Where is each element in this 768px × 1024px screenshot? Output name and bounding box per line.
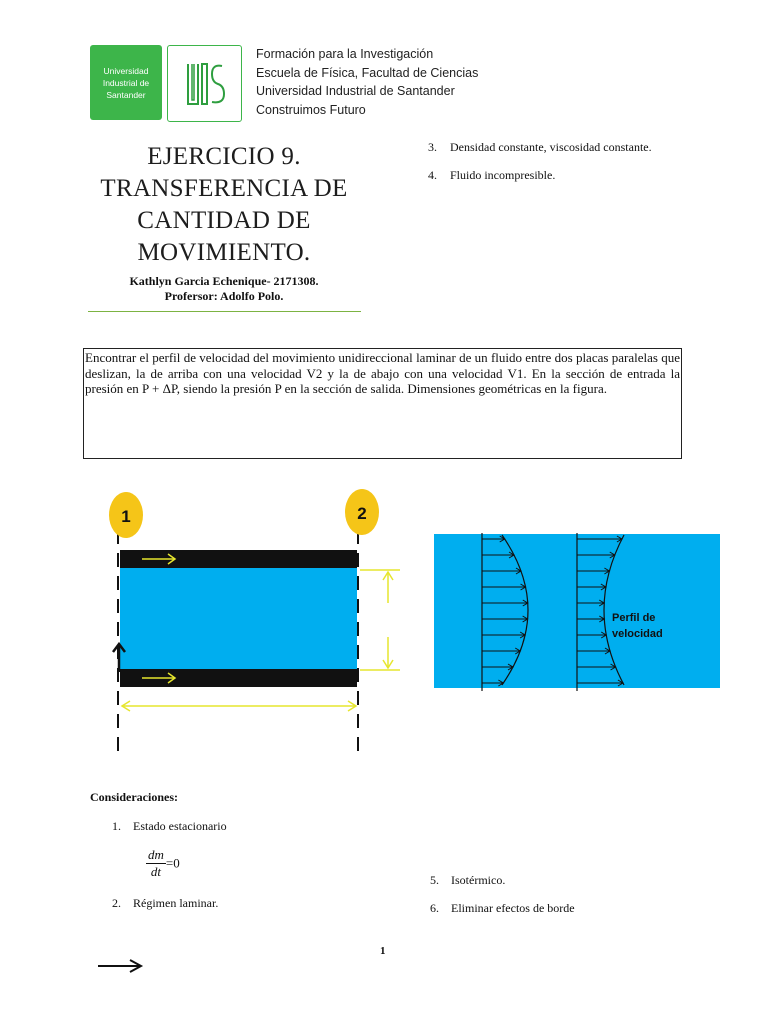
list-number: 4. <box>428 168 437 182</box>
list-number: 1. <box>112 819 121 833</box>
list-text: Estado estacionario <box>133 819 227 833</box>
institution-line: Formación para la Investigación <box>256 47 434 61</box>
fluid-region <box>120 568 357 670</box>
title-line: TRANSFERENCIA DE <box>100 175 348 202</box>
list-number: 5. <box>430 873 439 887</box>
title-line: CANTIDAD DE <box>137 207 311 234</box>
title-line: MOVIMIENTO. <box>137 239 311 266</box>
author: Kathlyn Garcia Echenique- 2171308. <box>129 274 319 288</box>
profile-label-line2: velocidad <box>612 628 663 640</box>
velocity-profile-diagram <box>434 525 721 693</box>
uis-logo <box>167 45 242 122</box>
list-number: 3. <box>428 140 437 154</box>
document-title <box>88 141 360 269</box>
page-number: 1 <box>380 945 386 957</box>
list-item <box>112 896 218 911</box>
title-line: EJERCICIO 9. <box>147 143 301 170</box>
authors-block <box>88 274 360 304</box>
equation-rhs: =0 <box>165 855 180 871</box>
problem-statement: Encontrar el perfil de velocidad del movimiento unidireccional laminar de un fluido entre dos placas paralelas que deslizan, la de arriba con una velocidad V2 y la de abajo con una velocidad V1. En la sección de entrada la presión en P + ΔP, siendo la presión P en la sección de salida. Dimensiones geométricas en la figura. <box>83 348 682 459</box>
list-item <box>112 819 227 834</box>
institution-line: Construimos Futuro <box>256 102 366 117</box>
university-logo <box>90 45 162 120</box>
list-item <box>428 140 680 155</box>
considerations-title: Consideraciones: <box>90 790 178 804</box>
institution-block <box>256 45 478 119</box>
list-item <box>430 873 505 888</box>
equation-numerator: dm <box>148 847 164 862</box>
list-text: Fluido incompresible. <box>450 168 556 182</box>
institution-line: Escuela de Física, Facultad de Ciencias <box>256 65 479 80</box>
logo-text: Universidad Industrial de Santander <box>102 65 150 100</box>
equation-denominator: dt <box>150 864 161 879</box>
considerations-list-continued <box>428 140 680 196</box>
profile-label-line1: Perfil de <box>612 612 656 624</box>
equation <box>146 847 180 880</box>
arrow-right-icon <box>96 956 146 976</box>
plates-diagram <box>95 480 415 760</box>
institution-line: Universidad Industrial de Santander <box>256 84 455 98</box>
list-item <box>428 168 680 183</box>
list-number: 6. <box>430 901 439 915</box>
section-label-1: 1 <box>121 507 131 526</box>
title-divider <box>88 311 361 312</box>
list-number: 2. <box>112 896 121 910</box>
list-item <box>430 901 575 916</box>
section-label-2: 2 <box>357 504 367 523</box>
list-text: Régimen laminar. <box>133 896 219 910</box>
list-text: Isotérmico. <box>451 873 506 887</box>
uis-emblem-icon <box>168 46 241 121</box>
list-text: Densidad constante, viscosidad constante. <box>450 140 652 154</box>
professor: Profersor: Adolfo Polo. <box>164 289 284 303</box>
list-text: Eliminar efectos de borde <box>451 901 575 915</box>
